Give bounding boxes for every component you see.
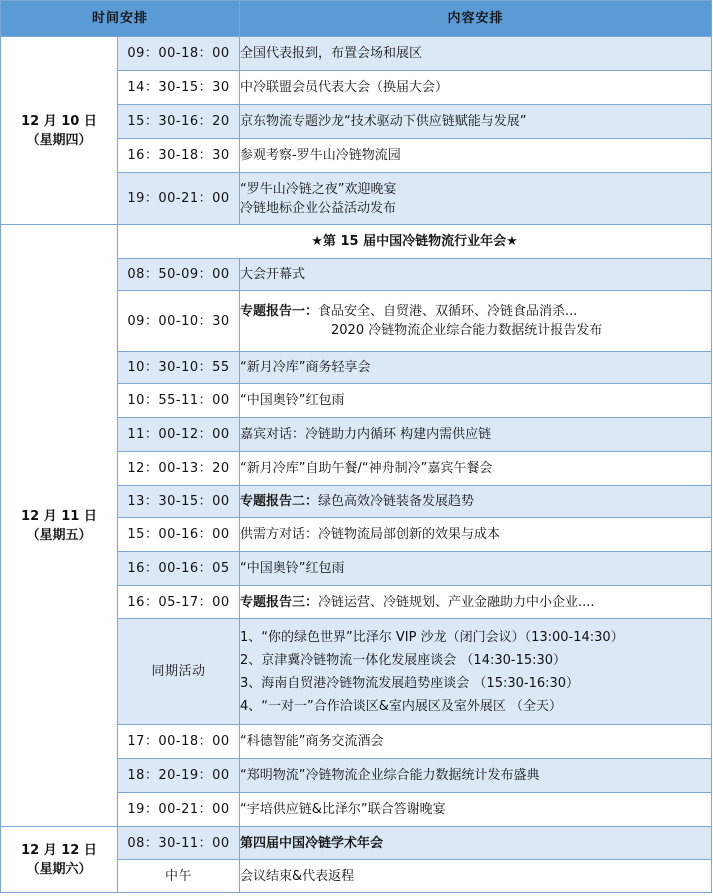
row-time: 12：00-13：20 [118, 452, 240, 486]
row-content-line: “罗牛山冷链之夜”欢迎晚宴 [240, 181, 397, 197]
list-item: 2、京津冀冷链物流一体化发展座谈会 （14:30-15:30） [240, 652, 567, 668]
row-content: 供需方对话：冷链物流局部创新的效果与成本 [240, 518, 712, 552]
table-row [1, 827, 712, 860]
row-time: 15：30-16：20 [118, 105, 240, 139]
day-cell [1, 225, 118, 827]
row-time: 18：20-19：00 [118, 759, 240, 793]
report-topic: 食品安全、自贸港、双循环、冷链食品消杀... [318, 304, 578, 319]
day-cell [1, 37, 118, 225]
row-content: 嘉宾对话：冷链助力内循环 构建内需供应链 [240, 418, 712, 452]
table-row [1, 37, 712, 71]
time-column-header: 时间安排 [1, 1, 240, 37]
table-row [1, 225, 712, 259]
row-content: “科德智能”商务交流酒会 [240, 725, 712, 759]
row-content [240, 291, 712, 352]
report-topic: 绿色高效冷链装备发展趋势 [318, 494, 475, 509]
row-content: 第四届中国冷链学术年会 [240, 827, 712, 860]
row-content: 中冷联盟会员代表大会（换届大会） [240, 71, 712, 105]
day-date: 12 月 11 日 [21, 508, 97, 524]
row-content [240, 173, 712, 225]
content-column-header: 内容安排 [240, 1, 712, 37]
row-content [240, 586, 712, 619]
row-content: 全国代表报到，布置会场和展区 [240, 37, 712, 71]
concurrent-activities [240, 619, 712, 725]
row-content: 参观考察-罗牛山冷链物流园 [240, 139, 712, 173]
row-time: 17：00-18：00 [118, 725, 240, 759]
row-time: 同期活动 [118, 619, 240, 725]
row-time: 13：30-15：00 [118, 486, 240, 518]
row-time: 19：00-21：00 [118, 793, 240, 827]
conference-title: ★第 15 届中国冷链物流行业年会★ [118, 225, 712, 259]
row-time: 14：30-15：30 [118, 71, 240, 105]
row-time: 10：30-10：55 [118, 352, 240, 384]
table-header-row [1, 1, 712, 37]
row-content: “中国奥铃”红包雨 [240, 384, 712, 418]
row-content: “中国奥铃”红包雨 [240, 552, 712, 586]
row-time: 19：00-21：00 [118, 173, 240, 225]
row-content-line: 2020 冷链物流企业综合能力数据统计报告发布 [331, 323, 603, 338]
report-label: 专题报告二： [240, 494, 319, 509]
row-time: 16：00-16：05 [118, 552, 240, 586]
report-label: 专题报告一： [240, 304, 319, 319]
row-content: 京东物流专题沙龙“技术驱动下供应链赋能与发展” [240, 105, 712, 139]
row-content: 大会开幕式 [240, 259, 712, 291]
row-content: 会议结束&代表返程 [240, 860, 712, 893]
row-time: 中午 [118, 860, 240, 893]
row-content: “新月冷库”商务轻享会 [240, 352, 712, 384]
day-weekday: （星期五） [26, 527, 92, 543]
row-time: 16：05-17：00 [118, 586, 240, 619]
row-content: “郑明物流”冷链物流企业综合能力数据统计发布盛典 [240, 759, 712, 793]
list-item: 3、海南自贸港冷链物流发展趋势座谈会 （15:30-16:30） [240, 675, 580, 691]
list-item: 4、“一对一”合作洽谈区&室内展区及室外展区 （全天） [240, 698, 563, 714]
report-label: 专题报告三： [240, 594, 319, 610]
row-time: 10：55-11：00 [118, 384, 240, 418]
day-weekday: （星期六） [26, 861, 92, 877]
row-time: 11：00-12：00 [118, 418, 240, 452]
report-topic: 冷链运营、冷链规划、产业金融助力中小企业.... [318, 594, 595, 610]
row-content: “宇培供应链&比泽尔”联合答谢晚宴 [240, 793, 712, 827]
row-content: “新月冷库”自助午餐/“神舟制冷”嘉宾午餐会 [240, 452, 712, 486]
day-date: 12 月 10 日 [21, 113, 97, 129]
day-cell [1, 827, 118, 893]
row-time: 15：00-16：00 [118, 518, 240, 552]
row-time: 08：30-11：00 [118, 827, 240, 860]
day-weekday: （星期四） [26, 132, 92, 148]
row-time: 08：50-09：00 [118, 259, 240, 291]
row-time: 16：30-18：30 [118, 139, 240, 173]
row-time: 09：00-18：00 [118, 37, 240, 71]
row-content-line: 冷链地标企业公益活动发布 [240, 200, 397, 216]
day-date: 12 月 12 日 [21, 842, 97, 858]
row-time: 09：00-10：30 [118, 291, 240, 352]
row-content [240, 486, 712, 518]
row-content-line [240, 302, 711, 321]
list-item: 1、“你的绿色世界”比泽尔 VIP 沙龙（闭门会议）（13:00-14:30） [240, 629, 624, 645]
